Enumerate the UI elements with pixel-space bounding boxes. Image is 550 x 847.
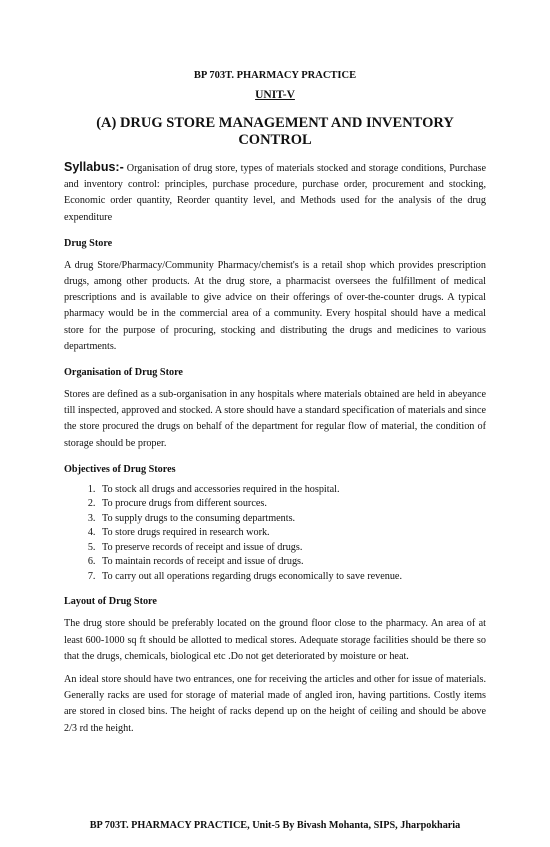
- course-title: BP 703T. PHARMACY PRACTICE: [193, 70, 357, 81]
- list-item: 2. To procure drugs from different sources.: [98, 497, 486, 512]
- layout-paragraph-2: An ideal store should have two entrances, one for receiving the articles and other for issue of materials. Generally racks are used for storage of material made of angled iron, having partitions. Costly items are stored in closed bins. The height of racks depend up on the height of ceiling and should be above 2/3 rd the height.: [64, 673, 486, 734]
- organisation-paragraph: Stores are defined as a sub-organisation in any hospitals where materials obtained are held in abeyance till inspected, approved and stocked. A store should have a standard specification of materials and since the store procured the drugs on behalf of the department for regular flow of material, the condition of storage should be proper.: [64, 389, 486, 449]
- syllabus-text: Organisation of drug store, types of materials stocked and storage conditions, Purchase and inventory control: principles, purchase procedure, purchase order, procurement and stocking, Economic order quantity, Reorder quantity level, and Methods used for the analysis of the drug expenditure: [64, 163, 486, 223]
- syllabus-paragraph: [64, 159, 486, 226]
- drug-store-heading: Drug Store: [64, 237, 113, 249]
- organisation-heading: Organisation of Drug Store: [64, 367, 183, 379]
- syllabus-label: Syllabus:-: [64, 160, 124, 174]
- list-item: 5. To preserve records of receipt and issue of drugs.: [98, 541, 486, 556]
- section-title: (A) DRUG STORE MANAGEMENT AND INVENTORY CONTROL: [96, 115, 454, 148]
- document-page: [0, 70, 550, 847]
- list-item: 7. To carry out all operations regarding drugs economically to save revenue.: [98, 570, 486, 585]
- drug-store-paragraph: A drug Store/Pharmacy/Community Pharmacy/chemist's is a retail shop which provides prescription drugs, among other products. At the drug store, a pharmacist oversees the fulfillment of medical prescriptions and is available to give advice on their offerings of over-the-counter drugs. A typical pharmacy would be in the commercial area of a community. Every hospital should have a medical store for the purpose of procuring, stocking and distributing the drugs and medicines to various departments.: [64, 259, 486, 352]
- objectives-list: [64, 483, 486, 585]
- list-item: 3. To supply drugs to the consuming departments.: [98, 512, 486, 527]
- layout-paragraph-1: The drug store should be preferably located on the ground floor close to the pharmacy. An area of at least 600-1000 sq ft should be allotted to medical stores. Adequate storage facilities should be there so that the drugs, chemicals, biological etc .Do not get deteriorated by moisture or heat.: [64, 618, 486, 662]
- layout-heading: Layout of Drug Store: [64, 596, 157, 608]
- objectives-heading: Objectives of Drug Stores: [64, 463, 176, 475]
- page-footer: BP 703T. PHARMACY PRACTICE, Unit-5 By Bivash Mohanta, SIPS, Jharpokharia: [89, 820, 461, 831]
- list-item: 4. To store drugs required in research work.: [98, 526, 486, 541]
- unit-title: UNIT-V: [255, 89, 295, 101]
- list-item: 1. To stock all drugs and accessories required in the hospital.: [98, 483, 486, 498]
- list-item: 6. To maintain records of receipt and issue of drugs.: [98, 555, 486, 570]
